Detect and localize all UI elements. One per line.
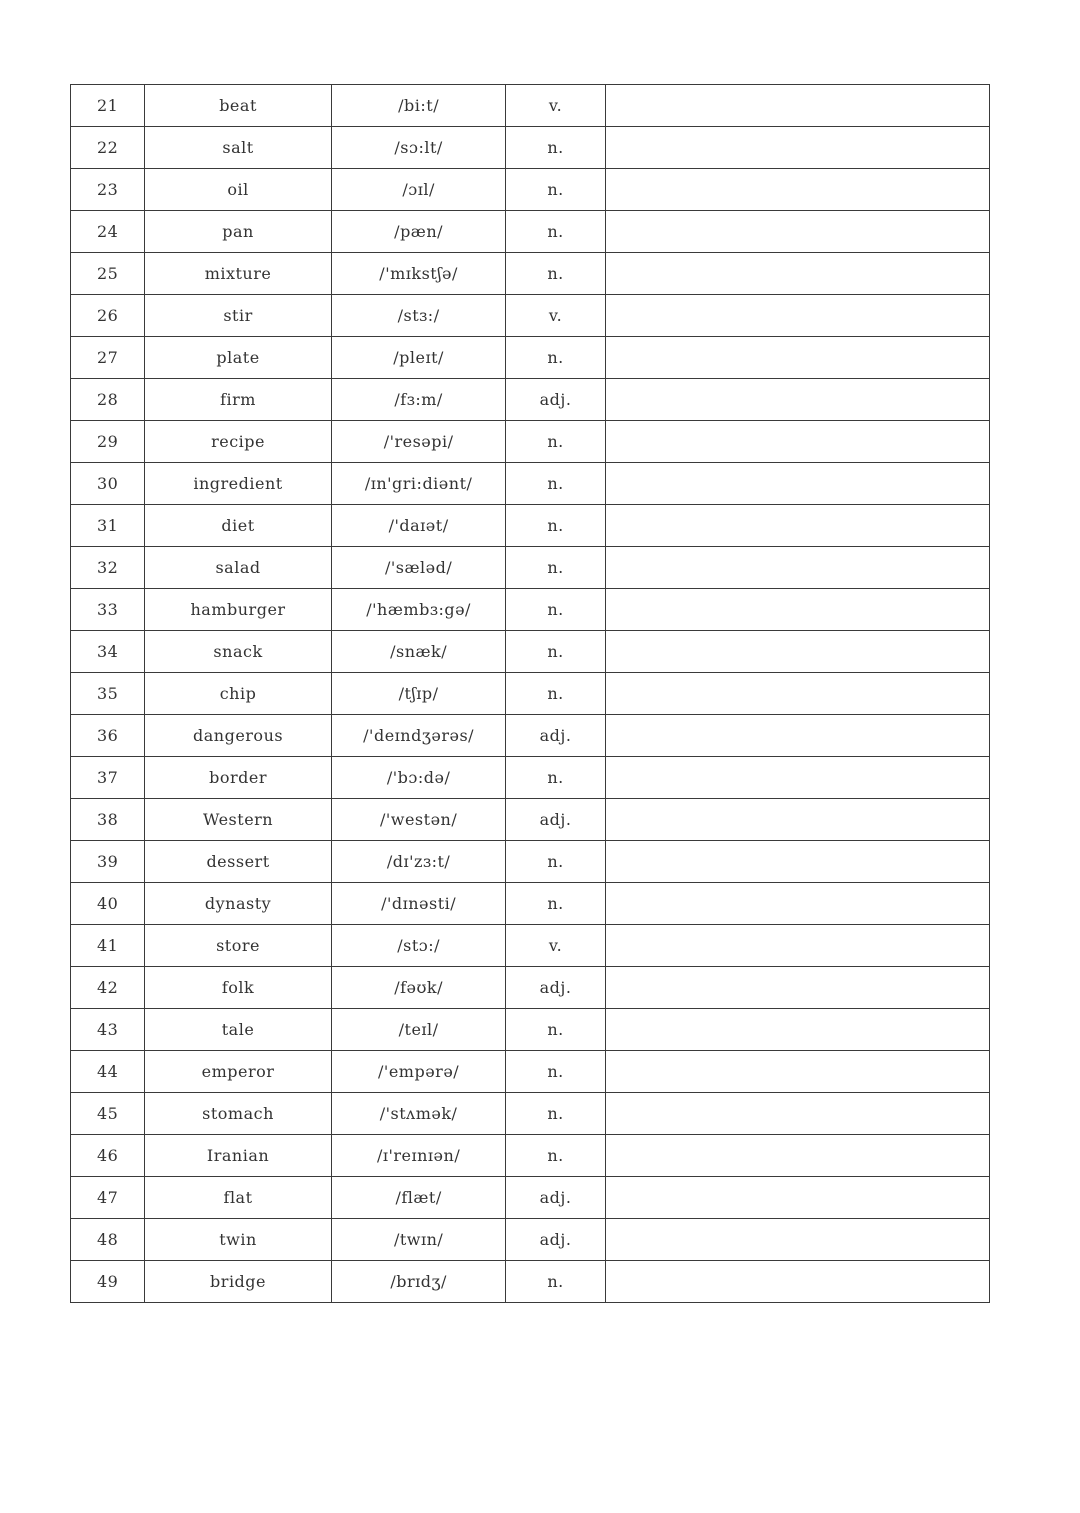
entry-number-cell: 43 bbox=[71, 1009, 145, 1051]
phonetic-cell: /'bɔ:də/ bbox=[331, 757, 506, 799]
part-of-speech-cell: n. bbox=[506, 841, 605, 883]
part-of-speech-cell: n. bbox=[506, 1135, 605, 1177]
meaning-blank-cell bbox=[605, 883, 989, 925]
entry-number-cell: 49 bbox=[71, 1261, 145, 1303]
vocabulary-table bbox=[70, 84, 990, 1303]
word-cell: stomach bbox=[145, 1093, 332, 1135]
table-row bbox=[71, 505, 990, 547]
entry-number-cell: 38 bbox=[71, 799, 145, 841]
part-of-speech-cell: n. bbox=[506, 337, 605, 379]
part-of-speech-cell: adj. bbox=[506, 1219, 605, 1261]
entry-number-cell: 44 bbox=[71, 1051, 145, 1093]
phonetic-cell: /'empərə/ bbox=[331, 1051, 506, 1093]
part-of-speech-cell: n. bbox=[506, 211, 605, 253]
part-of-speech-cell: n. bbox=[506, 505, 605, 547]
entry-number-cell: 37 bbox=[71, 757, 145, 799]
word-cell: chip bbox=[145, 673, 332, 715]
part-of-speech-cell: n. bbox=[506, 1009, 605, 1051]
meaning-blank-cell bbox=[605, 295, 989, 337]
word-cell: tale bbox=[145, 1009, 332, 1051]
phonetic-cell: /'westən/ bbox=[331, 799, 506, 841]
part-of-speech-cell: v. bbox=[506, 295, 605, 337]
meaning-blank-cell bbox=[605, 589, 989, 631]
meaning-blank-cell bbox=[605, 85, 989, 127]
meaning-blank-cell bbox=[605, 421, 989, 463]
word-cell: salad bbox=[145, 547, 332, 589]
part-of-speech-cell: n. bbox=[506, 1093, 605, 1135]
part-of-speech-cell: n. bbox=[506, 547, 605, 589]
meaning-blank-cell bbox=[605, 715, 989, 757]
word-cell: snack bbox=[145, 631, 332, 673]
table-row bbox=[71, 379, 990, 421]
word-cell: plate bbox=[145, 337, 332, 379]
meaning-blank-cell bbox=[605, 337, 989, 379]
table-row bbox=[71, 85, 990, 127]
meaning-blank-cell bbox=[605, 925, 989, 967]
word-cell: dessert bbox=[145, 841, 332, 883]
meaning-blank-cell bbox=[605, 799, 989, 841]
phonetic-cell: /fəʊk/ bbox=[331, 967, 506, 1009]
part-of-speech-cell: adj. bbox=[506, 799, 605, 841]
word-cell: stir bbox=[145, 295, 332, 337]
table-row bbox=[71, 211, 990, 253]
word-cell: dynasty bbox=[145, 883, 332, 925]
phonetic-cell: /tʃɪp/ bbox=[331, 673, 506, 715]
word-cell: folk bbox=[145, 967, 332, 1009]
table-row bbox=[71, 253, 990, 295]
table-row bbox=[71, 127, 990, 169]
meaning-blank-cell bbox=[605, 169, 989, 211]
word-cell: hamburger bbox=[145, 589, 332, 631]
table-row bbox=[71, 169, 990, 211]
part-of-speech-cell: adj. bbox=[506, 967, 605, 1009]
entry-number-cell: 33 bbox=[71, 589, 145, 631]
table-row bbox=[71, 631, 990, 673]
phonetic-cell: /pleɪt/ bbox=[331, 337, 506, 379]
entry-number-cell: 25 bbox=[71, 253, 145, 295]
vocabulary-table-body bbox=[71, 85, 990, 1303]
meaning-blank-cell bbox=[605, 253, 989, 295]
phonetic-cell: /'deɪndʒərəs/ bbox=[331, 715, 506, 757]
word-cell: flat bbox=[145, 1177, 332, 1219]
phonetic-cell: /teɪl/ bbox=[331, 1009, 506, 1051]
part-of-speech-cell: n. bbox=[506, 127, 605, 169]
table-row bbox=[71, 589, 990, 631]
entry-number-cell: 36 bbox=[71, 715, 145, 757]
table-row bbox=[71, 925, 990, 967]
table-row bbox=[71, 757, 990, 799]
word-cell: emperor bbox=[145, 1051, 332, 1093]
meaning-blank-cell bbox=[605, 1177, 989, 1219]
entry-number-cell: 46 bbox=[71, 1135, 145, 1177]
part-of-speech-cell: adj. bbox=[506, 1177, 605, 1219]
word-cell: mixture bbox=[145, 253, 332, 295]
phonetic-cell: /ɪ'reɪnɪən/ bbox=[331, 1135, 506, 1177]
meaning-blank-cell bbox=[605, 463, 989, 505]
table-row bbox=[71, 1093, 990, 1135]
entry-number-cell: 35 bbox=[71, 673, 145, 715]
word-cell: recipe bbox=[145, 421, 332, 463]
word-cell: dangerous bbox=[145, 715, 332, 757]
word-cell: store bbox=[145, 925, 332, 967]
meaning-blank-cell bbox=[605, 211, 989, 253]
phonetic-cell: /sɔ:lt/ bbox=[331, 127, 506, 169]
word-cell: salt bbox=[145, 127, 332, 169]
word-cell: ingredient bbox=[145, 463, 332, 505]
table-row bbox=[71, 547, 990, 589]
table-row bbox=[71, 421, 990, 463]
table-row bbox=[71, 841, 990, 883]
meaning-blank-cell bbox=[605, 757, 989, 799]
meaning-blank-cell bbox=[605, 1093, 989, 1135]
part-of-speech-cell: v. bbox=[506, 85, 605, 127]
phonetic-cell: /'dɪnəsti/ bbox=[331, 883, 506, 925]
part-of-speech-cell: n. bbox=[506, 589, 605, 631]
entry-number-cell: 23 bbox=[71, 169, 145, 211]
part-of-speech-cell: n. bbox=[506, 1051, 605, 1093]
phonetic-cell: /fɜ:m/ bbox=[331, 379, 506, 421]
phonetic-cell: /'sæləd/ bbox=[331, 547, 506, 589]
part-of-speech-cell: n. bbox=[506, 463, 605, 505]
phonetic-cell: /ɪn'gri:diənt/ bbox=[331, 463, 506, 505]
table-row bbox=[71, 1177, 990, 1219]
entry-number-cell: 21 bbox=[71, 85, 145, 127]
meaning-blank-cell bbox=[605, 1261, 989, 1303]
entry-number-cell: 40 bbox=[71, 883, 145, 925]
word-cell: diet bbox=[145, 505, 332, 547]
meaning-blank-cell bbox=[605, 547, 989, 589]
meaning-blank-cell bbox=[605, 1135, 989, 1177]
part-of-speech-cell: n. bbox=[506, 631, 605, 673]
entry-number-cell: 31 bbox=[71, 505, 145, 547]
word-cell: pan bbox=[145, 211, 332, 253]
entry-number-cell: 32 bbox=[71, 547, 145, 589]
part-of-speech-cell: n. bbox=[506, 757, 605, 799]
part-of-speech-cell: v. bbox=[506, 925, 605, 967]
part-of-speech-cell: adj. bbox=[506, 715, 605, 757]
phonetic-cell: /snæk/ bbox=[331, 631, 506, 673]
phonetic-cell: /'hæmbɜ:gə/ bbox=[331, 589, 506, 631]
meaning-blank-cell bbox=[605, 127, 989, 169]
word-cell: beat bbox=[145, 85, 332, 127]
part-of-speech-cell: n. bbox=[506, 253, 605, 295]
table-row bbox=[71, 463, 990, 505]
entry-number-cell: 42 bbox=[71, 967, 145, 1009]
word-cell: bridge bbox=[145, 1261, 332, 1303]
entry-number-cell: 28 bbox=[71, 379, 145, 421]
meaning-blank-cell bbox=[605, 1009, 989, 1051]
entry-number-cell: 29 bbox=[71, 421, 145, 463]
table-row bbox=[71, 1009, 990, 1051]
word-cell: Iranian bbox=[145, 1135, 332, 1177]
part-of-speech-cell: n. bbox=[506, 421, 605, 463]
entry-number-cell: 34 bbox=[71, 631, 145, 673]
table-row bbox=[71, 715, 990, 757]
entry-number-cell: 27 bbox=[71, 337, 145, 379]
phonetic-cell: /'mɪkstʃə/ bbox=[331, 253, 506, 295]
phonetic-cell: /'daɪət/ bbox=[331, 505, 506, 547]
entry-number-cell: 22 bbox=[71, 127, 145, 169]
entry-number-cell: 26 bbox=[71, 295, 145, 337]
table-row bbox=[71, 1051, 990, 1093]
phonetic-cell: /ɔɪl/ bbox=[331, 169, 506, 211]
word-cell: twin bbox=[145, 1219, 332, 1261]
phonetic-cell: /flæt/ bbox=[331, 1177, 506, 1219]
word-cell: firm bbox=[145, 379, 332, 421]
phonetic-cell: /'stʌmək/ bbox=[331, 1093, 506, 1135]
table-row bbox=[71, 1261, 990, 1303]
meaning-blank-cell bbox=[605, 505, 989, 547]
entry-number-cell: 24 bbox=[71, 211, 145, 253]
phonetic-cell: /pæn/ bbox=[331, 211, 506, 253]
table-row bbox=[71, 883, 990, 925]
part-of-speech-cell: n. bbox=[506, 883, 605, 925]
entry-number-cell: 39 bbox=[71, 841, 145, 883]
entry-number-cell: 45 bbox=[71, 1093, 145, 1135]
entry-number-cell: 41 bbox=[71, 925, 145, 967]
table-row bbox=[71, 295, 990, 337]
phonetic-cell: /twɪn/ bbox=[331, 1219, 506, 1261]
table-row bbox=[71, 673, 990, 715]
phonetic-cell: /dɪ'zɜ:t/ bbox=[331, 841, 506, 883]
phonetic-cell: /stɜ:/ bbox=[331, 295, 506, 337]
meaning-blank-cell bbox=[605, 1219, 989, 1261]
meaning-blank-cell bbox=[605, 1051, 989, 1093]
word-cell: oil bbox=[145, 169, 332, 211]
table-row bbox=[71, 1135, 990, 1177]
part-of-speech-cell: n. bbox=[506, 169, 605, 211]
meaning-blank-cell bbox=[605, 841, 989, 883]
meaning-blank-cell bbox=[605, 967, 989, 1009]
meaning-blank-cell bbox=[605, 673, 989, 715]
part-of-speech-cell: n. bbox=[506, 673, 605, 715]
table-row bbox=[71, 337, 990, 379]
word-cell: border bbox=[145, 757, 332, 799]
phonetic-cell: /bi:t/ bbox=[331, 85, 506, 127]
table-row bbox=[71, 1219, 990, 1261]
part-of-speech-cell: n. bbox=[506, 1261, 605, 1303]
table-row bbox=[71, 799, 990, 841]
meaning-blank-cell bbox=[605, 379, 989, 421]
phonetic-cell: /brɪdʒ/ bbox=[331, 1261, 506, 1303]
phonetic-cell: /'resəpi/ bbox=[331, 421, 506, 463]
table-row bbox=[71, 967, 990, 1009]
phonetic-cell: /stɔ:/ bbox=[331, 925, 506, 967]
part-of-speech-cell: adj. bbox=[506, 379, 605, 421]
entry-number-cell: 30 bbox=[71, 463, 145, 505]
entry-number-cell: 48 bbox=[71, 1219, 145, 1261]
meaning-blank-cell bbox=[605, 631, 989, 673]
word-cell: Western bbox=[145, 799, 332, 841]
entry-number-cell: 47 bbox=[71, 1177, 145, 1219]
